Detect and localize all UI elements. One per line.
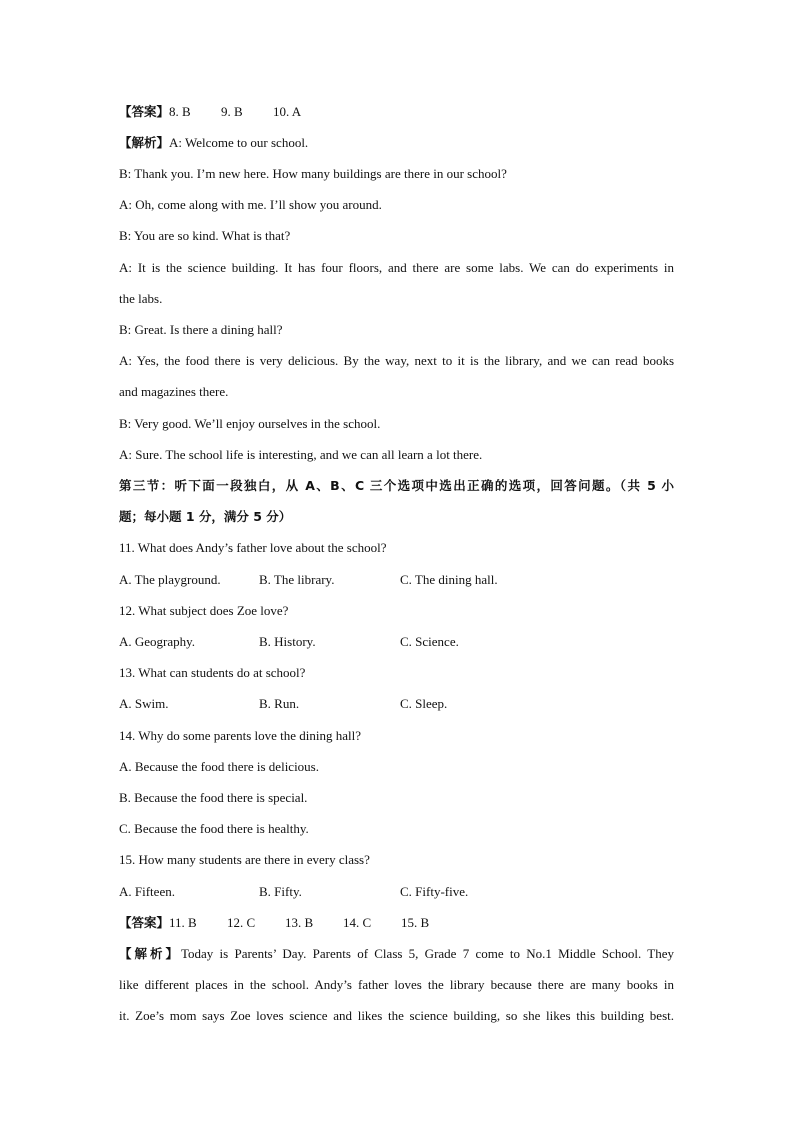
option-c: C. Sleep.	[400, 696, 448, 711]
dialogue-line: A: Oh, come along with me. I’ll show you around.	[119, 197, 382, 212]
analysis-line	[119, 135, 308, 151]
dialogue-line: B: Very good. We’ll enjoy ourselves in the school.	[119, 416, 381, 431]
option-a: A. Geography.	[119, 634, 196, 649]
dialogue-text: A: Welcome to our school.	[169, 135, 309, 150]
option-b: B. Because the food there is special.	[119, 790, 308, 805]
question-11: 11. What does Andy’s father love about the school?	[119, 540, 387, 555]
option-c: C. The dining hall.	[400, 572, 498, 587]
option-a: A. Because the food there is delicious.	[119, 759, 319, 774]
answer-item: 11. B	[169, 915, 197, 930]
question-14: 14. Why do some parents love the dining hall?	[119, 728, 362, 743]
analysis-text: Today is Parents’ Day. Parents of Class 5, Grade 7 come to No.1 Middle School. They	[181, 946, 674, 961]
question-15: 15. How many students are there in every class?	[119, 852, 370, 867]
option-b: B. The library.	[259, 572, 335, 587]
answer-tag: 【答案】	[119, 104, 170, 119]
analysis-tag: 【解析】	[119, 135, 170, 150]
answer-item: 15. B	[401, 915, 430, 930]
option-b: B. History.	[259, 634, 316, 649]
analysis-tag: 【解析】	[119, 946, 181, 961]
option-a: A. Swim.	[119, 696, 169, 711]
answer-tag: 【答案】	[119, 915, 170, 930]
analysis-text-line: it. Zoe’s mom says Zoe loves science and likes the science building, so she likes this building best.	[119, 1008, 674, 1023]
dialogue-line: A: Yes, the food there is very delicious. By the way, next to it is the library, and we can read books	[119, 353, 674, 368]
dialogue-line: A: It is the science building. It has four floors, and there are some labs. We can do experiments in	[119, 260, 674, 275]
answer-item: 12. C	[227, 915, 256, 930]
option-c: C. Because the food there is healthy.	[119, 821, 309, 836]
option-b: B. Fifty.	[259, 884, 302, 899]
answer-item: 9. B	[221, 104, 243, 119]
section-heading: 第三节：听下面一段独白，从 A、B、C 三个选项中选出正确的选项，回答问题。（共 5 小	[119, 478, 674, 493]
option-b: B. Run.	[259, 696, 300, 711]
option-a: A. Fifteen.	[119, 884, 175, 899]
option-c: C. Science.	[400, 634, 459, 649]
answer-item: 14. C	[343, 915, 372, 930]
analysis-line-2	[119, 946, 674, 962]
dialogue-line: B: Thank you. I’m new here. How many buildings are there in our school?	[119, 166, 507, 181]
answer-item: 8. B	[169, 104, 191, 119]
answer-line-2	[119, 915, 429, 931]
answer-item: 10. A	[273, 104, 302, 119]
option-a: A. The playground.	[119, 572, 221, 587]
section-heading-cont: 题；每小题 1 分，满分 5 分）	[119, 509, 292, 524]
analysis-text-line: like different places in the school. Andy’s father loves the library because there are many books in	[119, 977, 674, 992]
answer-line-1	[119, 104, 301, 120]
dialogue-line: B: Great. Is there a dining hall?	[119, 322, 283, 337]
answer-item: 13. B	[285, 915, 314, 930]
option-c: C. Fifty-five.	[400, 884, 469, 899]
question-13: 13. What can students do at school?	[119, 665, 306, 680]
dialogue-line: A: Sure. The school life is interesting, and we can all learn a lot there.	[119, 447, 483, 462]
dialogue-line: the labs.	[119, 291, 163, 306]
dialogue-line: B: You are so kind. What is that?	[119, 228, 291, 243]
question-12: 12. What subject does Zoe love?	[119, 603, 289, 618]
dialogue-line: and magazines there.	[119, 384, 229, 399]
